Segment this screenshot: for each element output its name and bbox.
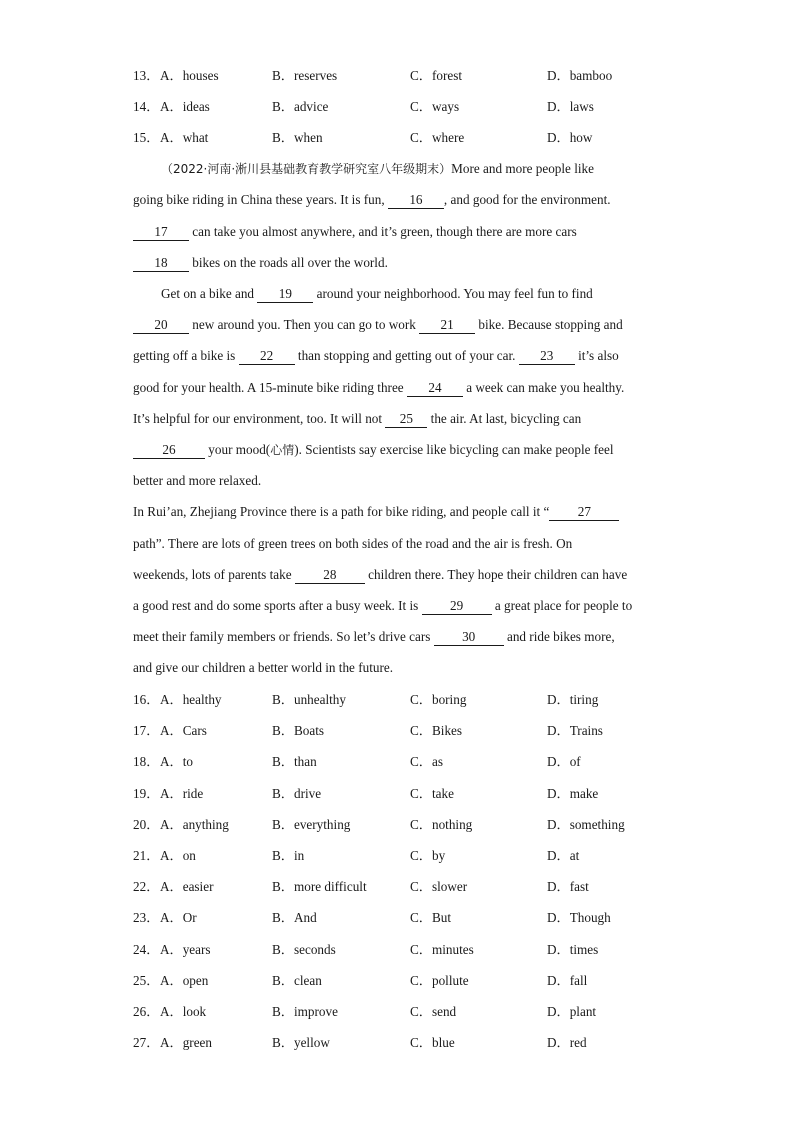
passage-text: than stopping and getting out of your car. <box>294 348 519 363</box>
question-number: 22． <box>133 879 160 895</box>
option-d: D．plant <box>547 1004 597 1019</box>
passage-line <box>133 315 623 335</box>
blank-24: 24 <box>407 380 463 397</box>
question-number: 20． <box>133 816 160 832</box>
passage-line <box>133 627 615 647</box>
option-a: A．to <box>160 754 193 770</box>
option-d: D．bamboo <box>547 68 613 83</box>
blank-16: 16 <box>388 192 444 209</box>
option-c: C．pollute <box>410 972 469 988</box>
passage-line <box>133 253 388 273</box>
option-a-text: A．houses <box>160 68 219 83</box>
passage-text: good for your health. A 15-minute bike riding three <box>133 380 407 395</box>
option-d: D．at <box>547 848 580 863</box>
option-a: A．what <box>160 130 209 145</box>
option-c: C．Bikes <box>410 723 463 739</box>
passage-text: getting off a bike is <box>133 348 239 363</box>
passage-text: going bike riding in China these years. It is fun, <box>133 192 388 207</box>
option-a: A．open <box>160 972 209 988</box>
passage-text: it’s also <box>574 348 619 363</box>
option-b: B．drive <box>272 785 322 801</box>
passage-text: new around you. Then you can go to work <box>189 317 420 332</box>
passage-text: children there. They hope their children can have <box>364 567 628 582</box>
option-a: A．anything <box>160 816 229 832</box>
passage-text: your mood( <box>205 442 271 457</box>
passage-line <box>133 222 577 242</box>
question-number: 14． <box>133 99 160 114</box>
blank-22: 22 <box>239 348 295 365</box>
option-b: B．more difficult <box>272 879 367 895</box>
option-c: C．slower <box>410 879 468 895</box>
blank-17: 17 <box>133 224 189 241</box>
option-c: C．take <box>410 785 454 801</box>
option-d: D．Trains <box>547 723 603 739</box>
passage-text-cn: 心情 <box>270 443 295 457</box>
passage-text: the air. At last, bicycling can <box>427 411 582 426</box>
question-number: 27． <box>133 1035 160 1051</box>
option-d: D．tiring <box>547 692 599 707</box>
question-number: 19． <box>133 785 160 801</box>
question-number: 17． <box>133 723 160 739</box>
passage-text: weekends, lots of parents take <box>133 567 295 582</box>
option-d: D．Though <box>547 910 611 926</box>
option-b: B．yellow <box>272 1035 330 1051</box>
blank-21: 21 <box>419 317 475 334</box>
option-b: B．improve <box>272 1004 338 1019</box>
option-b: B．advice <box>272 99 329 114</box>
option-b: B．And <box>272 910 317 926</box>
passage-line <box>161 159 594 179</box>
passage-line <box>133 440 614 460</box>
option-b: B．clean <box>272 972 322 988</box>
blank-29: 29 <box>422 598 492 615</box>
option-a: A．easier <box>160 879 214 895</box>
option-d: D．fast <box>547 879 589 895</box>
passage-text: bike. Because stopping and <box>475 317 623 332</box>
passage-text: path”. There are lots of green trees on both sides of the road and the air is fresh. On <box>133 536 573 551</box>
passage-line <box>133 378 624 398</box>
question-number: 23． <box>133 910 160 926</box>
option-d: D．fall <box>547 972 588 988</box>
question-number: 15． <box>133 130 160 145</box>
option-b: B．unhealthy <box>272 692 346 707</box>
option-c: C．blue <box>410 1035 455 1051</box>
option-a: A．green <box>160 1035 212 1051</box>
passage-line <box>133 565 627 585</box>
passage-line <box>161 284 593 304</box>
question-number: 26． <box>133 1004 160 1019</box>
passage-line <box>133 346 619 366</box>
option-a: A．healthy <box>160 692 222 707</box>
passage-line <box>133 658 393 678</box>
option-d: D．red <box>547 1035 587 1051</box>
option-c: C．as <box>410 754 443 770</box>
option-a: A．Cars <box>160 723 207 739</box>
option-d: D．of <box>547 754 581 770</box>
option-d: D．times <box>547 941 599 957</box>
blank-18: 18 <box>133 255 189 272</box>
passage-text: can take you almost anywhere, and it’s green, though there are more cars <box>189 224 577 239</box>
option-d: D．how <box>547 130 593 145</box>
question-number: 25． <box>133 972 160 988</box>
option-c: C．minutes <box>410 941 474 957</box>
option-c: C．nothing <box>410 816 473 832</box>
passage-line <box>133 596 632 616</box>
passage-text: and ride bikes more, <box>503 629 615 644</box>
option-c: C．But <box>410 910 452 926</box>
passage-text: meet their family members or friends. So let’s drive cars <box>133 629 434 644</box>
passage-text: ). Scientists say exercise like bicycling can make people feel <box>294 442 614 457</box>
blank-19: 19 <box>257 286 313 303</box>
option-d: D．laws <box>547 99 594 114</box>
passage-text: It’s helpful for our environment, too. It will not <box>133 411 386 426</box>
passage-text: better and more relaxed. <box>133 473 262 488</box>
blank-20: 20 <box>133 317 189 334</box>
option-a: A．look <box>160 1004 207 1019</box>
option-a: A．ideas <box>160 99 210 114</box>
option-c: C．forest <box>410 68 463 83</box>
option-c: C．where <box>410 130 465 145</box>
passage-line <box>133 534 572 554</box>
option-b: B．in <box>272 848 305 863</box>
passage-text: More and more people like <box>451 161 594 176</box>
question-number: 24． <box>133 941 160 957</box>
option-c: C．boring <box>410 692 467 707</box>
blank-30: 30 <box>434 629 504 646</box>
question-number: 21． <box>133 848 160 863</box>
passage-text: , and good for the environment. <box>443 192 611 207</box>
option-c: C．ways <box>410 99 460 114</box>
passage-source: （2022·河南·淅川县基础教育教学研究室八年级期末） <box>161 162 452 176</box>
passage-line <box>133 409 581 429</box>
blank-28: 28 <box>295 567 365 584</box>
passage-text: around your neighborhood. You may feel fun to find <box>313 286 593 301</box>
blank-27: 27 <box>549 504 619 521</box>
blank-25: 25 <box>385 411 427 428</box>
option-c: C．by <box>410 848 446 863</box>
option-b: B．seconds <box>272 941 336 957</box>
option-a: A．Or <box>160 910 197 926</box>
option-a: A．on <box>160 848 196 863</box>
option-a: 13． <box>133 68 160 83</box>
passage-text: Get on a bike and <box>161 286 258 301</box>
option-d: D．make <box>547 785 599 801</box>
passage-text: a good rest and do some sports after a busy week. It is <box>133 598 422 613</box>
option-d: D．something <box>547 816 625 832</box>
option-b: B．everything <box>272 816 351 832</box>
option-b: B．than <box>272 754 317 770</box>
option-c: C．send <box>410 1004 457 1019</box>
passage-line <box>133 190 611 210</box>
passage-text: a week can make you healthy. <box>462 380 625 395</box>
option-a: A．ride <box>160 785 204 801</box>
passage-text: bikes on the roads all over the world. <box>189 255 388 270</box>
passage-text: In Rui’an, Zhejiang Province there is a path for bike riding, and people call it “ <box>133 504 550 519</box>
blank-26: 26 <box>133 442 205 459</box>
option-b: B．reserves <box>272 68 338 83</box>
passage-text: and give our children a better world in the future. <box>133 660 393 675</box>
option-b: B．Boats <box>272 723 325 739</box>
passage-line <box>133 502 619 522</box>
passage-text: a great place for people to <box>491 598 633 613</box>
option-a: A．years <box>160 941 211 957</box>
option-b: B．when <box>272 130 323 145</box>
blank-23: 23 <box>519 348 575 365</box>
passage-line <box>133 471 261 491</box>
question-number: 16． <box>133 692 160 707</box>
question-number: 18． <box>133 754 160 770</box>
